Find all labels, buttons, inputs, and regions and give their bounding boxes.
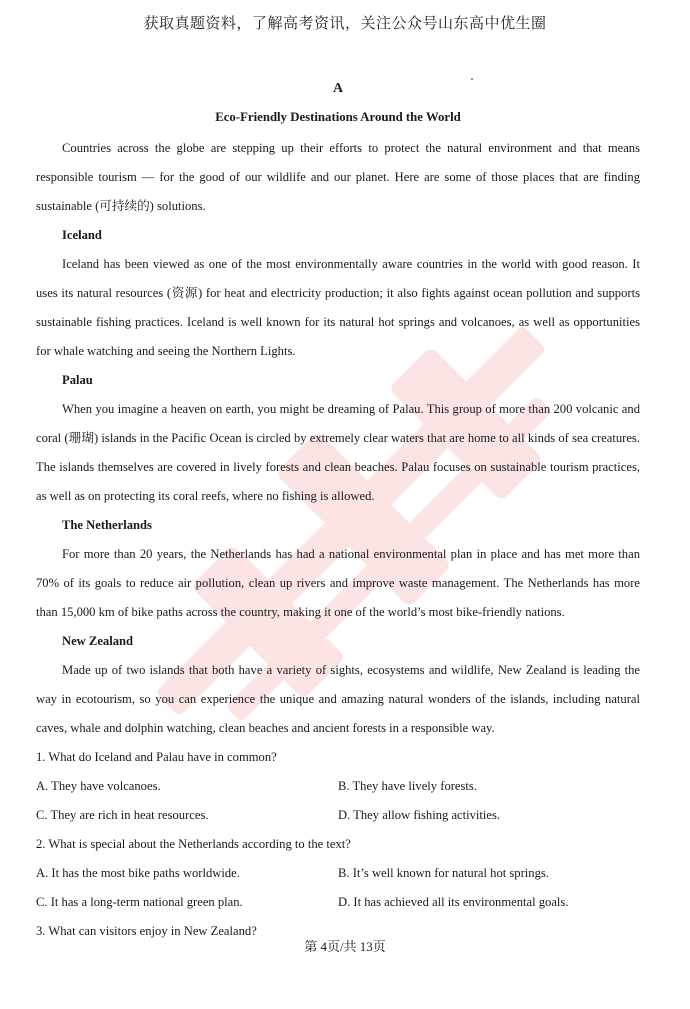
answer-option: D. It has achieved all its environmental goals. bbox=[338, 895, 569, 909]
exam-content bbox=[36, 78, 640, 946]
destination-heading: New Zealand bbox=[62, 634, 134, 648]
answer-option: A. They have volcanoes. bbox=[36, 779, 161, 793]
answer-option: B. They have lively forests. bbox=[338, 779, 477, 793]
destination-paragraph: For more than 20 years, the Netherlands has had a national environmental plan in place and has met more than 70% of its goals to reduce air pollution, clean up rivers and improve waste management. The Netherlands has more than 15,000 km of bike paths across the country, making it one of the world’s most bike-friendly nations. bbox=[36, 547, 640, 619]
page-number: 第 4页/共 13页 bbox=[304, 939, 386, 954]
passage-title: Eco-Friendly Destinations Around the World bbox=[215, 110, 461, 124]
question-stem: 3. What can visitors enjoy in New Zealand? bbox=[36, 924, 257, 938]
answer-option: C. It has a long-term national green plan. bbox=[36, 895, 243, 909]
answer-option: B. It’s well known for natural hot springs. bbox=[338, 866, 549, 880]
question-options bbox=[36, 772, 640, 830]
destination-heading: The Netherlands bbox=[62, 518, 152, 532]
destination-paragraph: When you imagine a heaven on earth, you might be dreaming of Palau. This group of more than 200 volcanic and coral (珊瑚) islands in the Pacific Ocean is circled by extremely clear waters that are home to all kinds of sea creatures. The islands themselves are covered in lively forests and clean beaches. Palau focuses on sustainable tourism practices, as well as on protecting its coral reefs, where no fishing is allowed. bbox=[36, 402, 640, 503]
destination-paragraph: Iceland has been viewed as one of the most environmentally aware countries in the world with good reason. It uses its natural resources (资源) for heat and electricity production; it also fights against ocean pollution and supports sustainable fishing practices. Iceland is well known for its natural hot springs and volcanoes, as well as opportunities for whale watching and seeing the Northern Lights. bbox=[36, 257, 640, 358]
section-letter: A bbox=[332, 81, 344, 96]
destination-paragraph: Made up of two islands that both have a variety of sights, ecosystems and wildlife, New Zealand is leading the way in ecotourism, so you can experience the unique and amazing natural wonders of the islands, including natural caves, whale and dolphin watching, clean beaches and ancient forests in a responsible way. bbox=[36, 663, 640, 735]
question-stem: 1. What do Iceland and Palau have in common? bbox=[36, 750, 277, 764]
answer-option: A. It has the most bike paths worldwide. bbox=[36, 866, 240, 880]
destination-heading: Iceland bbox=[62, 228, 102, 242]
intro-paragraph: Countries across the globe are stepping up their efforts to protect the natural environment and that means responsible tourism — for the good of our wildlife and our planet. Here are some of those places that are finding sustainable (可持续的) solutions. bbox=[36, 141, 640, 213]
question-options bbox=[36, 859, 640, 917]
destination-heading: Palau bbox=[62, 373, 93, 387]
answer-option: D. They allow fishing activities. bbox=[338, 808, 501, 822]
question-stem: 2. What is special about the Netherlands according to the text? bbox=[36, 837, 351, 851]
header-notice: 获取真题资料，了解高考资讯，关注公众号山东高中优生圈 bbox=[143, 14, 547, 32]
answer-option: C. They are rich in heat resources. bbox=[36, 808, 209, 822]
